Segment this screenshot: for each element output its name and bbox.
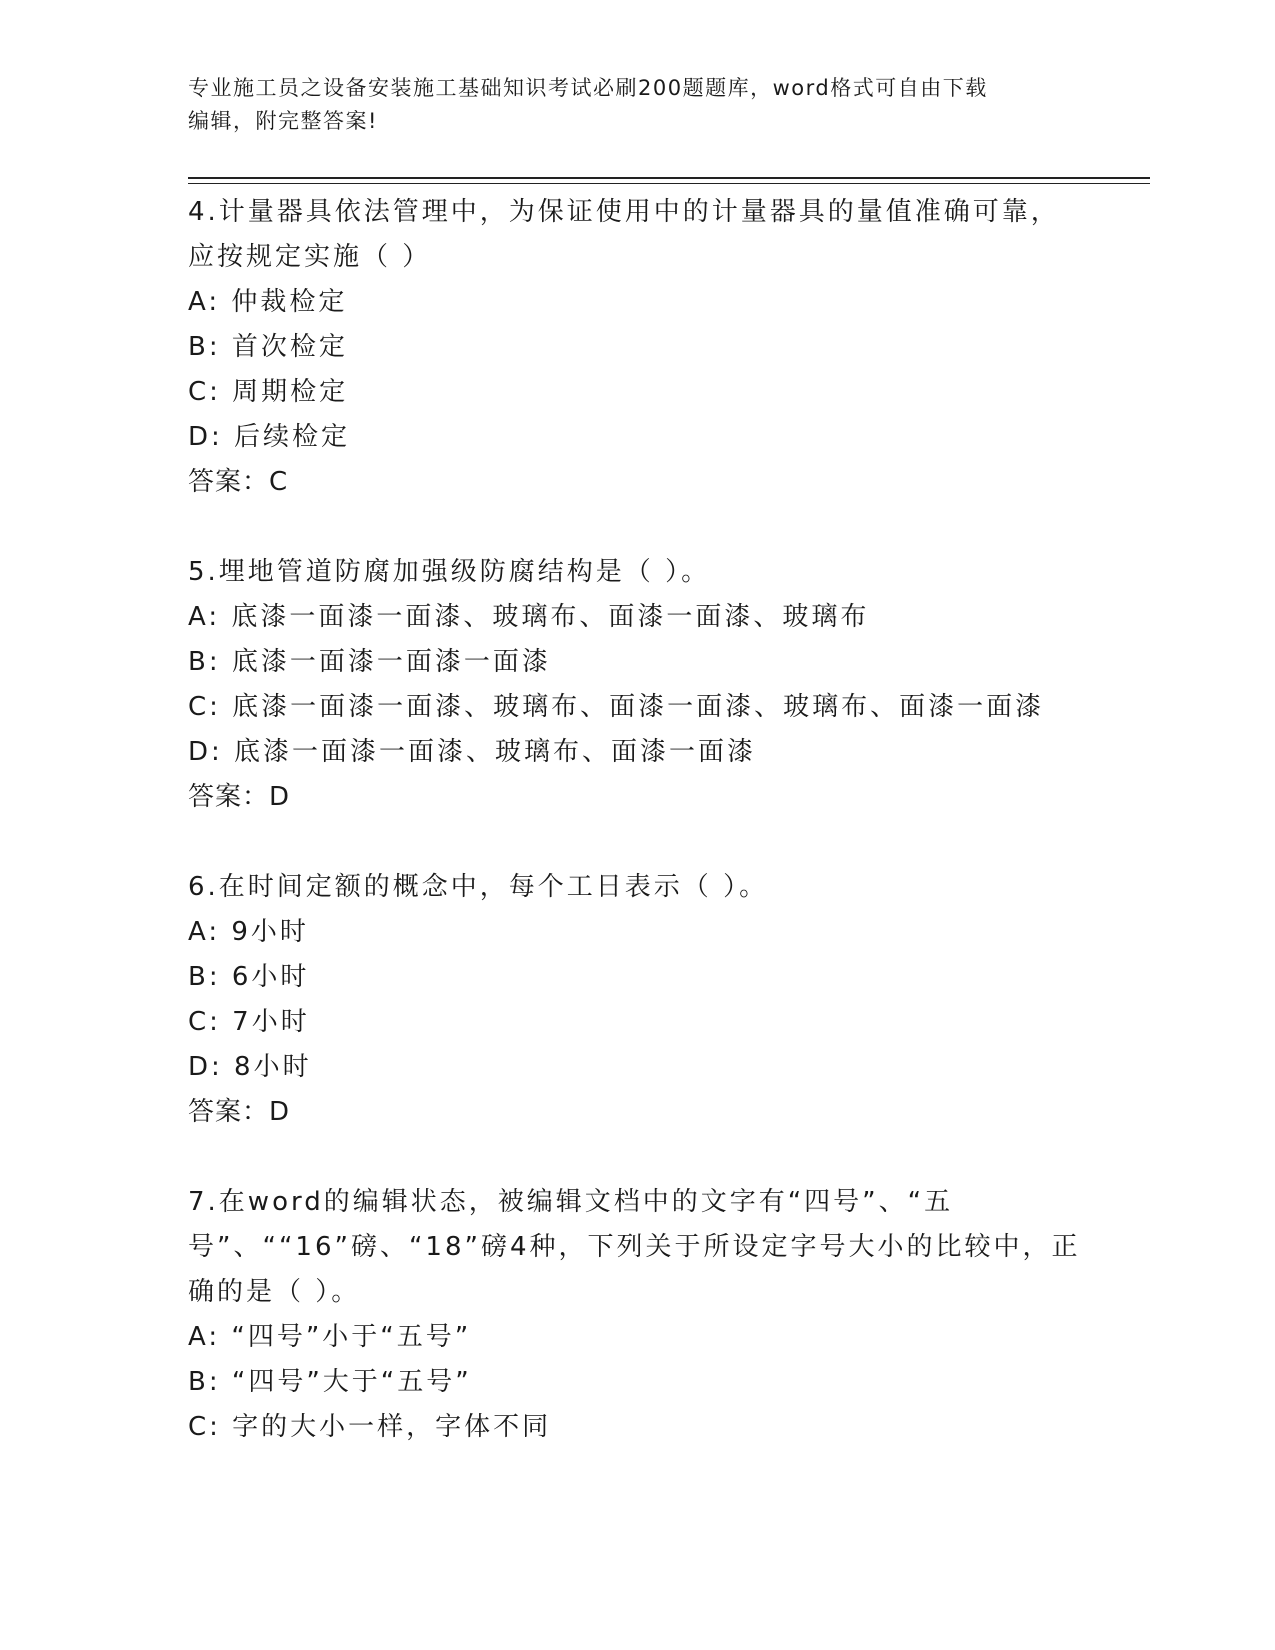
answer: 答案：C	[188, 467, 289, 497]
option-c: C: 周期检定	[188, 377, 349, 407]
option-b: B: 首次检定	[188, 332, 348, 362]
header-rule-thin	[188, 183, 1150, 184]
header-line-2: 编辑，附完整答案!	[188, 109, 378, 133]
answer: 答案：D	[188, 782, 291, 812]
option-a: A: 仲裁检定	[188, 287, 348, 317]
question-5	[188, 550, 1088, 820]
question-text: 7.在word的编辑状态，被编辑文档中的文字有“四号”、“五号”、““16”磅、“18”磅4种，下列关于所设定字号大小的比较中，正确的是（ ）。	[188, 1187, 1081, 1307]
option-c: C: 7小时	[188, 1007, 310, 1037]
header-line-1: 专业施工员之设备安装施工基础知识考试必刷200题题库，word格式可自由下载	[188, 76, 988, 100]
document-header	[188, 72, 1078, 138]
option-b: B: “四号”大于“五号”	[188, 1367, 472, 1397]
question-text: 4.计量器具依法管理中，为保证使用中的计量器具的量值准确可靠，应按规定实施（ ）	[188, 197, 1060, 272]
option-b: B: 6小时	[188, 962, 310, 992]
header-rule-thick	[188, 177, 1150, 179]
question-7	[188, 1180, 1088, 1450]
option-c: C: 字的大小一样，字体不同	[188, 1412, 552, 1442]
option-b: B: 底漆一面漆一面漆一面漆	[188, 647, 551, 677]
option-d: D: 8小时	[188, 1052, 312, 1082]
question-text: 5.埋地管道防腐加强级防腐结构是（ ）。	[188, 557, 711, 587]
option-c: C: 底漆一面漆一面漆、玻璃布、面漆一面漆、玻璃布、面漆一面漆	[188, 692, 1045, 722]
question-text: 6.在时间定额的概念中，每个工日表示（ ）。	[188, 872, 769, 902]
option-d: D: 底漆一面漆一面漆、玻璃布、面漆一面漆	[188, 737, 757, 767]
option-a: A: “四号”小于“五号”	[188, 1322, 472, 1352]
answer: 答案：D	[188, 1097, 291, 1127]
question-6	[188, 865, 1088, 1135]
question-4	[188, 190, 1088, 505]
option-d: D: 后续检定	[188, 422, 351, 452]
option-a: A: 底漆一面漆一面漆、玻璃布、面漆一面漆、玻璃布	[188, 602, 870, 632]
option-a: A: 9小时	[188, 917, 309, 947]
question-list	[188, 190, 1088, 1495]
